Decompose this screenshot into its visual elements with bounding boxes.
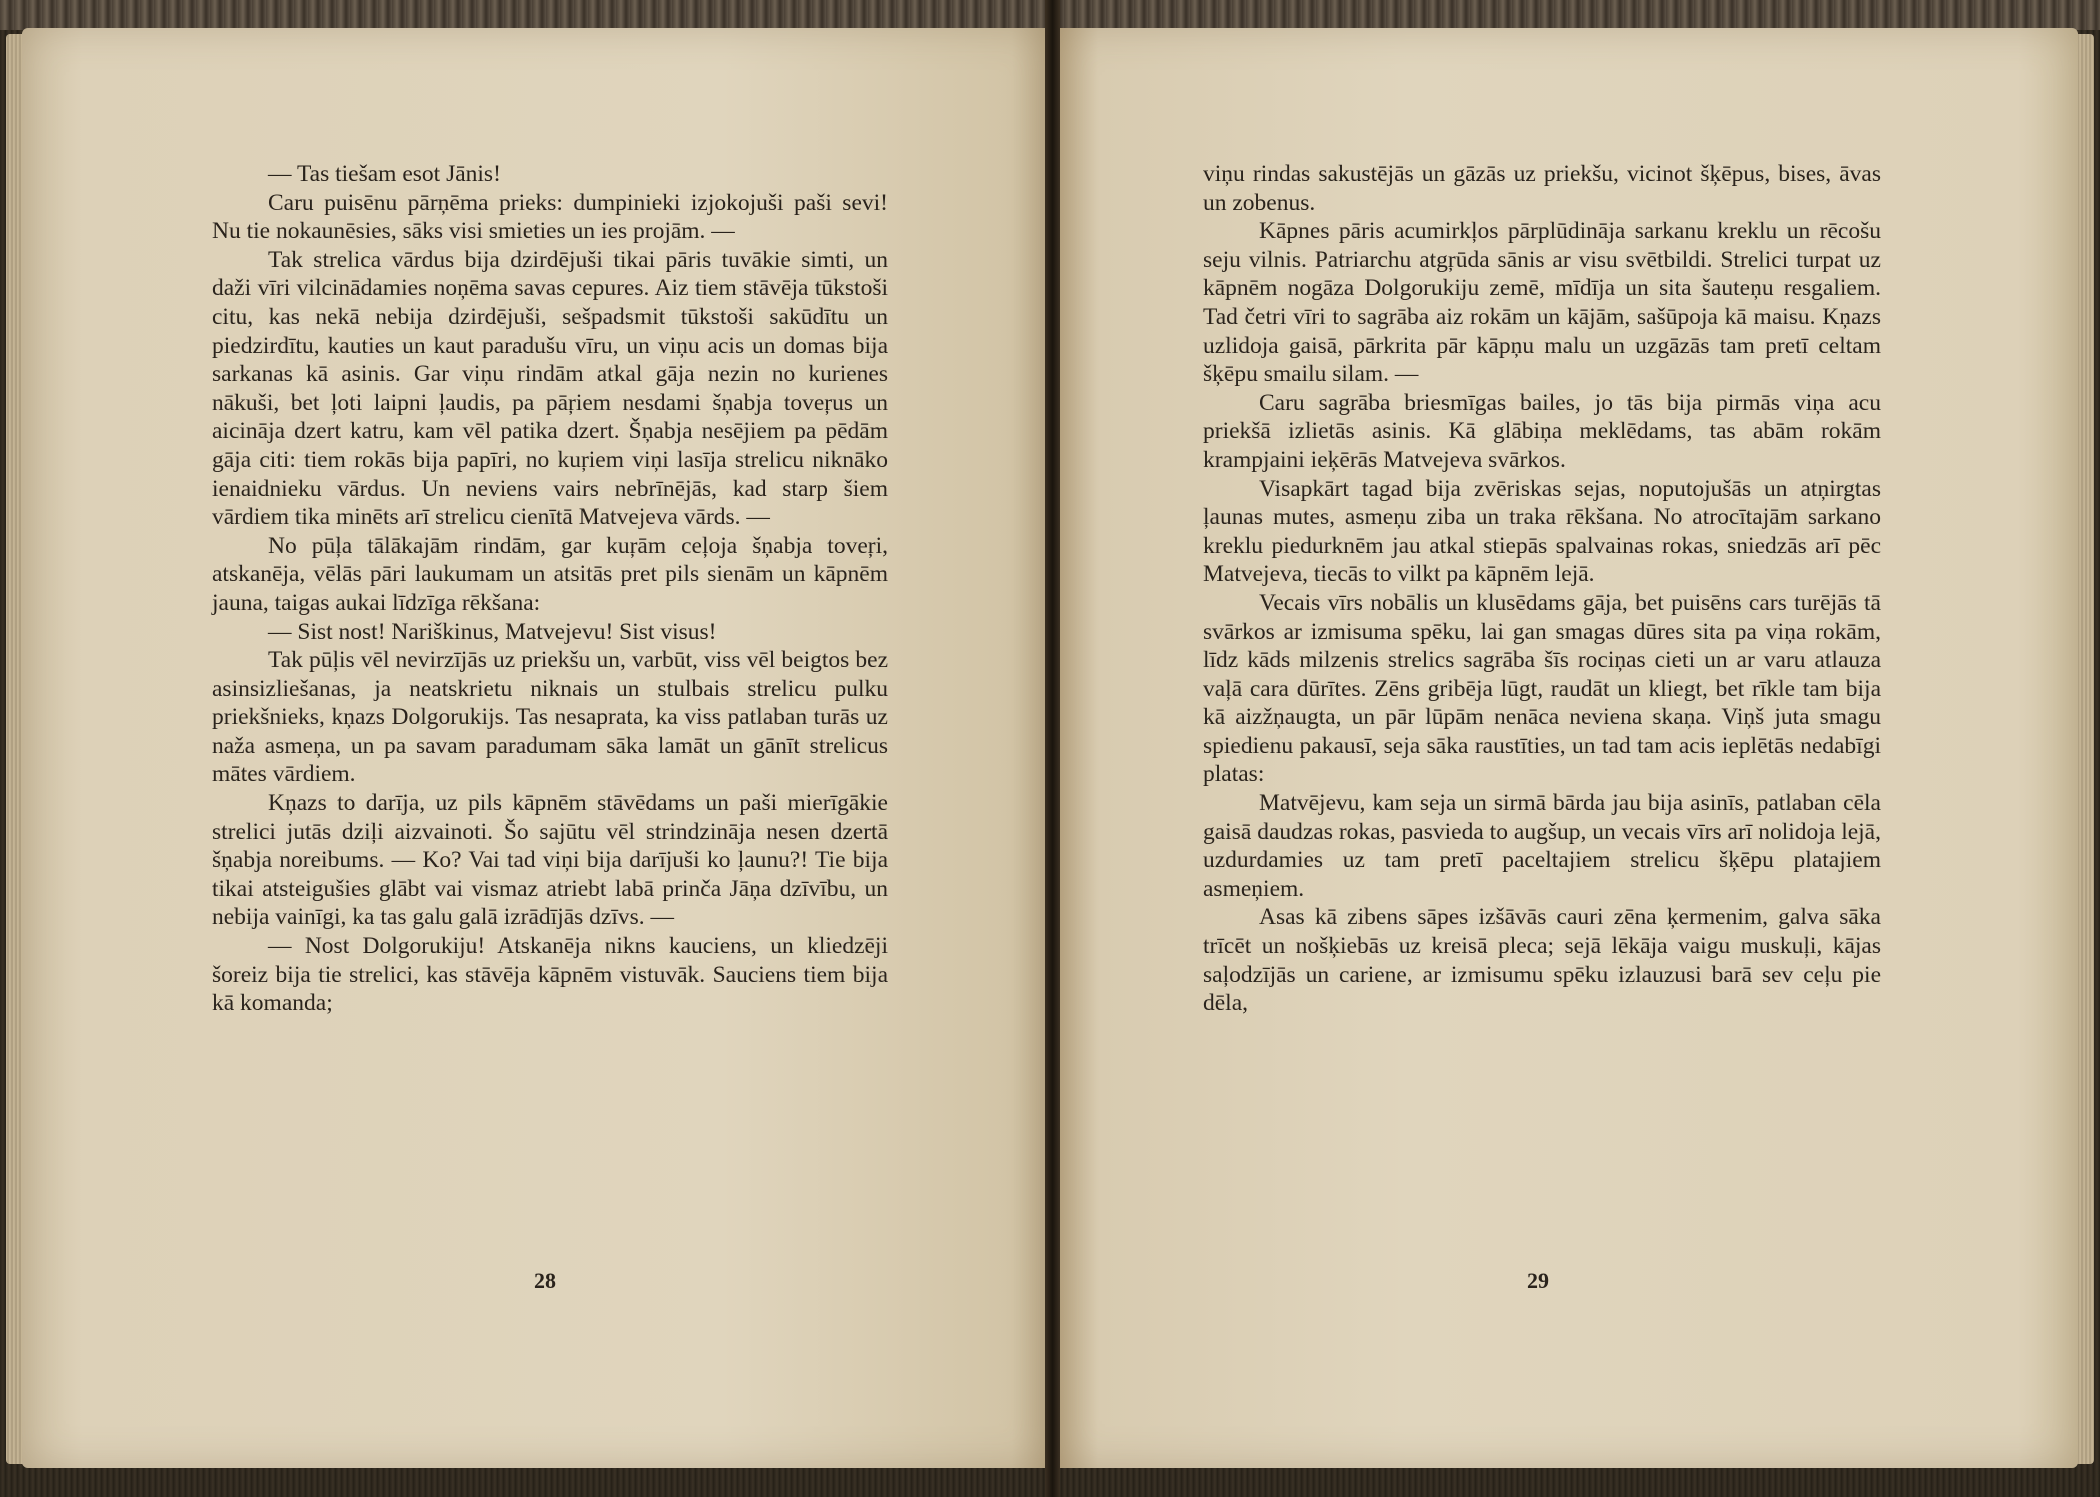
left-page-text: [212, 160, 888, 1018]
paragraph: Caru sagrāba briesmīgas bailes, jo tās bija pirmās viņa acu priekšā izlietās asinis. Kā glābiņa meklēdams, tas abām rokām krampjaini ieķērās Matvejeva svārkos.: [1203, 389, 1881, 473]
paragraph: — Tas tiešam esot Jānis!: [268, 161, 501, 187]
page-number-right: 29: [1527, 1268, 1549, 1293]
paragraph: Visapkārt tagad bija zvēriskas sejas, noputojušās un atņirgtas ļaunas mutes, asmeņu ziba un traka rēkšana. No atrocītajām sarkano kreklu piedurknēm jau atkal stiepās spalvainas rokas, sniedzās arī pēc Matvejeva, tiecās to vilkt pa kāpnēm lejā.: [1203, 475, 1881, 588]
paragraph: Kņazs to darīja, uz pils kāpnēm stāvēdams un paši mierīgākie strelici jutās dziļi aizvainoti. Šo sajūtu vēl strindzināja nesen dzertā šņabja noreibums. — Ko? Vai tad viņi bija darījuši ko ļaunu?! Tie bija tikai atsteigušies glābt vai vismaz atriebt labā prinča Jāņa dzīvību, un nebija vainīgi, ka tas galu galā izrādījās dzīvs. —: [212, 790, 888, 931]
paragraph: — Sist nost! Nariškinus, Matvejevu! Sist visus!: [268, 618, 717, 645]
paragraph: No pūļa tālākajām rindām, gar kuŗām ceļoja šņabja toveŗi, atskanēja, vēlās pāri laukumam un atsitās pret pils sienām un kāpnēm jauna, taigas aukai līdzīga rēkšana:: [212, 532, 888, 616]
paragraph: Kāpnes pāris acumirkļos pārplūdināja sarkanu kreklu un rēcošu seju vilnis. Patriarchu atgŗūda sānis ar visu svētbildi. Strelici turpat uz kāpnēm nogāza Dolgorukiju zemē, mīdīja un sita šauteņu resgaliem. Tad četri vīri to sagrāba aiz rokām un kājām, sašūpoja kā maisu. Kņazs uzlidoja gaisā, pārkrita pār kāpņu malu un uzgāzās tam pretī celtam šķēpu smailu silam. —: [1203, 218, 1881, 388]
paragraph: Caru puisēnu pārņēma prieks: dumpinieki izjokojuši paši sevi! Nu tie nokaunēsies, sāks visi smieties un ies projām. —: [212, 189, 888, 245]
paragraph: viņu rindas sakustējās un gāzās uz priekšu, vicinot šķēpus, bises, āvas un zobenus.: [1203, 161, 1881, 216]
paragraph: — Nost Dolgorukiju! Atskanēja nikns kauciens, un kliedzēji šoreiz bija tie strelici, kas stāvēja kāpnēm vistuvāk. Sauciens tiem bija kā komanda;: [212, 933, 888, 1017]
paragraph: Asas kā zibens sāpes izšāvās cauri zēna ķermenim, galva sāka trīcēt un nošķiebās uz kreisā pleca; sejā lēkāja vaigu muskuļi, kājas saļodzījās un cariene, ar izmisumu spēku izlauzusi barā sev ceļu pie dēla,: [1203, 904, 1881, 1017]
right-page-text: [1203, 160, 1881, 1018]
page-number-left: 28: [534, 1268, 556, 1293]
paragraph: Tak strelica vārdus bija dzirdējuši tikai pāris tuvākie simti, un daži vīri vilcinādamies noņēma savas cepures. Aiz tiem stāvēja tūkstoši citu, kas nekā nebija dzirdējuši, sešpadsmit tūkstoši sakūdītu un piedzirdītu, kauties un kaut paradušu vīru, un viņu acis un domas bija sarkanas kā asinis. Gar viņu rindām atkal gāja nezin no kurienes nākuši, bet ļoti laipni ļaudis, pa pāŗiem nesdami šņabja toveŗus un aicināja dzert katru, kam vēl patika dzert. Šņabja nesējiem pa pēdām gāja citi: tiem rokās bija papīri, no kuŗiem viņi lasīja strelicu niknāko ienaidnieku vārdus. Un neviens vairs nebrīnējās, kad starp šiem vārdiem tika minēts arī strelicu cienītā Matvejeva vārds. —: [212, 246, 888, 531]
book-gutter: [1045, 0, 1060, 1497]
paragraph: Vecais vīrs nobālis un klusēdams gāja, bet puisēns cars turējās tā svārkos ar izmisuma spēku, lai gan smagas dūres sita pa viņa rokām, līdz kāds milzenis strelics sagrāba šīs rociņas cieti un ar varu atlauza vaļā cara dūrītes. Zēns gribēja lūgt, raudāt un kliegt, bet rīkle tam bija kā aizžņaugta, un pār lūpām nenāca neviena skaņa. Viņš juta smagu spiedienu pakausī, seja sāka raustīties, un tad tam acis ieplētās nedabīgi platas:: [1203, 589, 1881, 788]
right-page-edges: [2076, 34, 2094, 1464]
paragraph: Tak pūļis vēl nevirzījās uz priekšu un, varbūt, viss vēl beigtos bez asinsizliešanas, ja neatskrietu niknais un stulbais strelicu pulku priekšnieks, kņazs Dolgorukijs. Tas nesaprata, ka viss patlaban turās uz naža asmeņa, un pa savam paradumam sāka lamāt un gānīt strelicus mātes vārdiem.: [212, 647, 888, 788]
paragraph: Matvējevu, kam seja un sirmā bārda jau bija asinīs, patlaban cēla gaisā daudzas rokas, pasvieda to augšup, un vecais vīrs arī nolidoja lejā, uzdurdamies uz tam pretī paceltajiem strelicu šķēpu platajiem asmeņiem.: [1203, 790, 1881, 902]
